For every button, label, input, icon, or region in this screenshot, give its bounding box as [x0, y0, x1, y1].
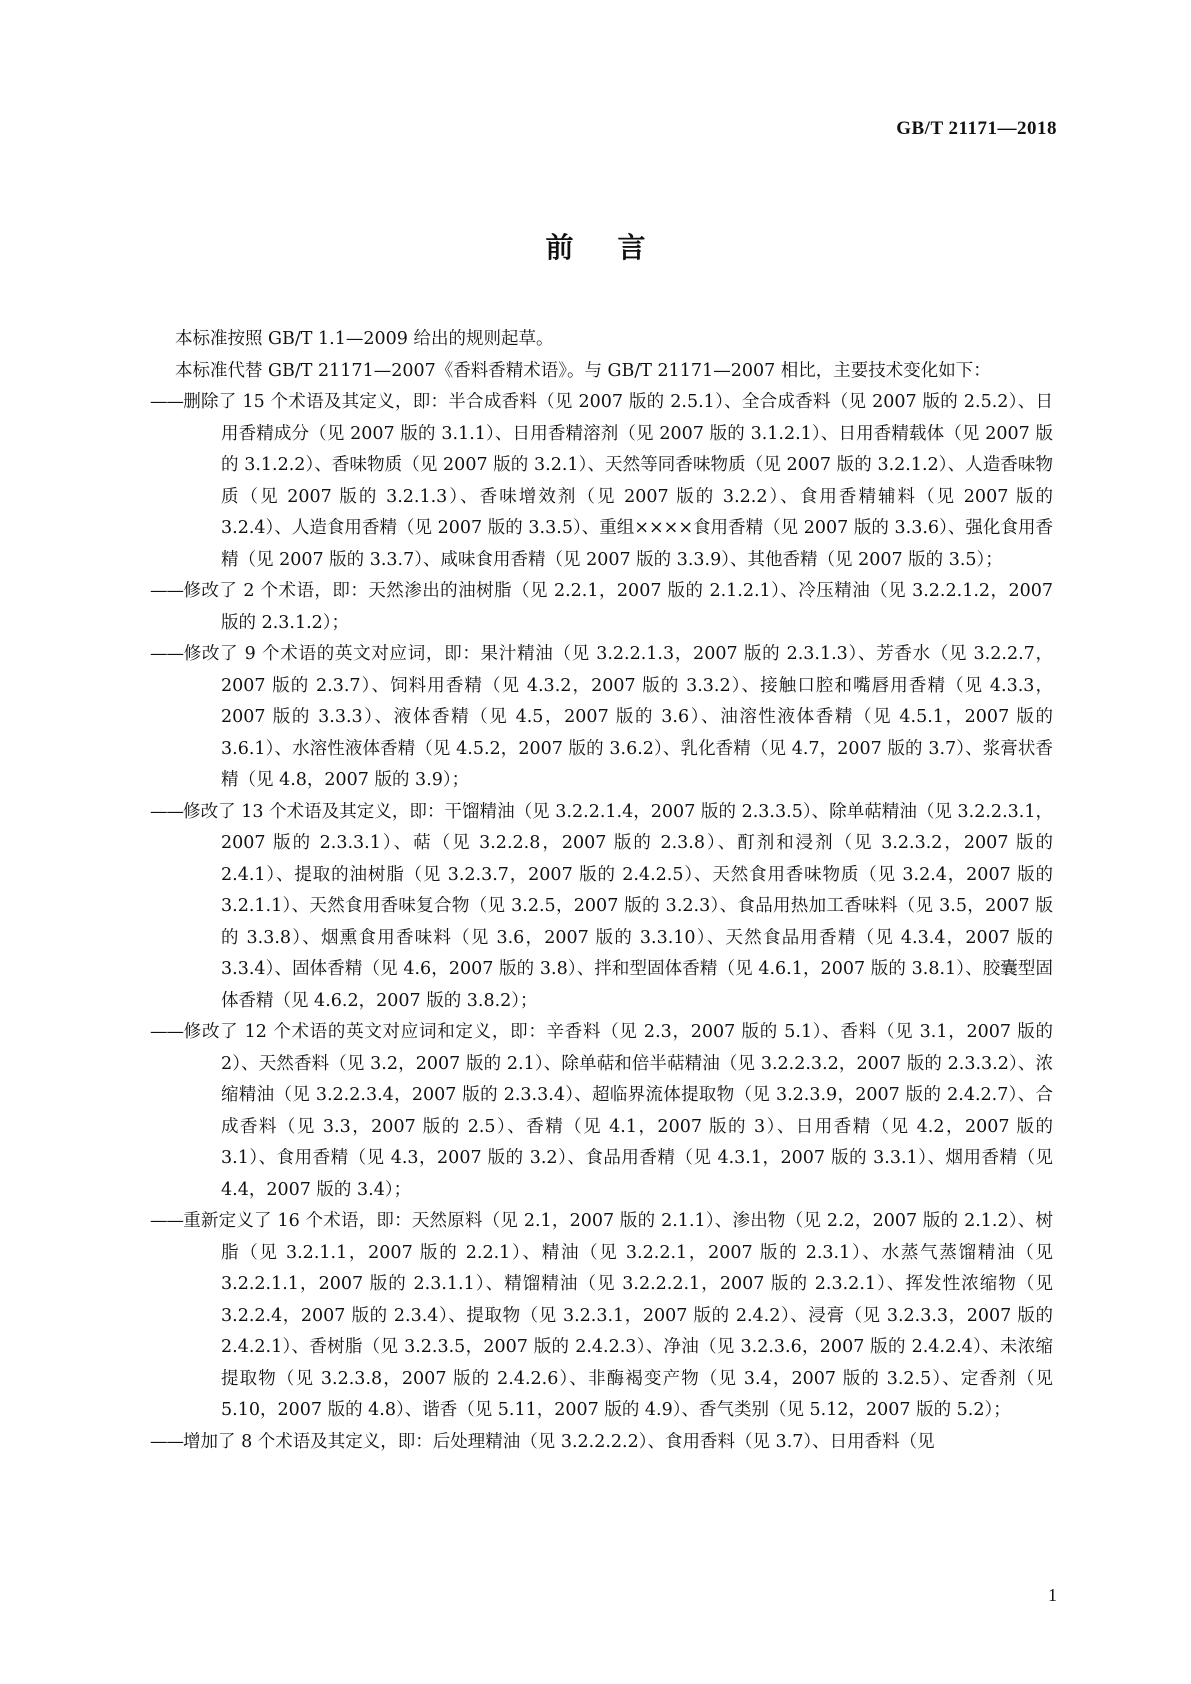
dash-marker: ——: [150, 1022, 183, 1042]
dash-marker: ——: [150, 644, 183, 664]
list-item: [140, 1427, 1053, 1459]
list-item: [140, 576, 1053, 639]
list-item-text: 删除了 15 个术语及其定义，即：半合成香料（见 2007 版的 2.5.1）、全合成香料（见 2007 版的 2.5.2）、日用香精成分（见 2007 版的 3.1.1）、日用香精溶剂（见 2007 版的 3.1.2.1）、日用香精载体（见 2007 版的 3.1.2.2）、香味物质（见 2007 版的 3.2.1）、天然等同香味物质（见 2007 版的 3.2.1.2）、人造香味物质（见 2007 版的 3.2.1.3）、香味增效剂（见 2007 版的 3.2.2）、食用香精辅料（见 2007 版的 3.2.4）、人造食用香精（见 2007 版的 3.3.5）、重组××××食用香精（见 2007 版的 3.3.6）、强化食用香精（见 2007 版的 3.3.7）、咸味食用香精（见 2007 版的 3.3.9）、其他香精（见 2007 版的 3.5）；: [183, 392, 1053, 570]
list-item-text: 修改了 2 个术语，即：天然渗出的油树脂（见 2.2.1，2007 版的 2.1.2.1）、冷压精油（见 3.2.2.1.2，2007 版的 2.3.1.2）；: [183, 581, 1053, 633]
list-item: [140, 1206, 1053, 1427]
list-item-text: 修改了 9 个术语的英文对应词，即：果汁精油（见 3.2.2.1.3，2007 版的 2.3.1.3）、芳香水（见 3.2.2.7，2007 版的 2.3.7）、饲料用香精（见 4.3.2，2007 版的 3.3.2）、接触口腔和嘴唇用香精（见 4.3.3，2007 版的 3.3.3）、液体香精（见 4.5，2007 版的 3.6）、油溶性液体香精（见 4.5.1，2007 版的 3.6.1）、水溶性液体香精（见 4.5.2，2007 版的 3.6.2）、乳化香精（见 4.7，2007 版的 3.7）、浆膏状香精（见 4.8，2007 版的 3.9）；: [183, 644, 1053, 790]
list-item-text: 重新定义了 16 个术语，即：天然原料（见 2.1，2007 版的 2.1.1）、渗出物（见 2.2，2007 版的 2.1.2）、树脂（见 3.2.1.1，2007 版的 2.2.1）、精油（见 3.2.2.1，2007 版的 2.3.1）、水蒸气蒸馏精油（见 3.2.2.1.1，2007 版的 2.3.1.1）、精馏精油（见 3.2.2.2.1，2007 版的 2.3.2.1）、挥发性浓缩物（见 3.2.2.4，2007 版的 2.3.4）、提取物（见 3.2.3.1，2007 版的 2.4.2）、浸膏（见 3.2.3.3，2007 版的 2.4.2.1）、香树脂（见 3.2.3.5，2007 版的 2.4.2.3）、净油（见 3.2.3.6，2007 版的 2.4.2.4）、未浓缩提取物（见 3.2.3.8，2007 版的 2.4.2.6）、非酶褐变产物（见 3.4，2007 版的 3.2.5）、定香剂（见 5.10，2007 版的 4.8）、谐香（见 5.11，2007 版的 4.9）、香气类别（见 5.12，2007 版的 5.2）；: [183, 1211, 1053, 1420]
dash-marker: ——: [150, 392, 183, 412]
list-item-text: 修改了 13 个术语及其定义，即：干馏精油（见 3.2.2.1.4，2007 版的 2.3.3.5）、除单萜精油（见 3.2.2.3.1，2007 版的 2.3.3.1）、萜（见 3.2.2.8，2007 版的 2.3.8）、酊剂和浸剂（见 3.2.3.2，2007 版的 2.4.1）、提取的油树脂（见 3.2.3.7，2007 版的 2.4.2.5）、天然食用香味物质（见 3.2.4，2007 版的 3.2.1.1）、天然食用香味复合物（见 3.2.5，2007 版的 3.2.3）、食品用热加工香味料（见 3.5，2007 版的 3.3.8）、烟熏食用香味料（见 3.6，2007 版的 3.3.10）、天然食品用香精（见 4.3.4，2007 版的 3.3.4）、固体香精（见 4.6，2007 版的 3.8）、拌和型固体香精（见 4.6.1，2007 版的 3.8.1）、胶囊型固体香精（见 4.6.2，2007 版的 3.8.2）；: [183, 801, 1053, 1011]
list-item: [140, 387, 1053, 576]
dash-marker: ——: [150, 801, 183, 822]
page-number: 1: [1048, 1585, 1057, 1605]
standard-code: GB/T 21171—2018: [896, 118, 1057, 139]
list-item: [140, 797, 1053, 1018]
dash-marker: ——: [150, 1431, 183, 1452]
dash-marker: ——: [150, 1211, 183, 1231]
paragraph: 本标准代替 GB/T 21171—2007《香料香精术语》。与 GB/T 21171—2007 相比，主要技术变化如下：: [175, 360, 991, 381]
list-item: [140, 639, 1053, 797]
list-item: [140, 1017, 1053, 1206]
dash-marker: ——: [150, 581, 183, 601]
page-title: 前言: [545, 231, 690, 264]
document-body: [140, 324, 1053, 1458]
paragraph: 本标准按照 GB/T 1.1—2009 给出的规则起草。: [175, 329, 554, 349]
list-item-text: 增加了 8 个术语及其定义，即：后处理精油（见 3.2.2.2.2）、食用香料（见 3.7）、日用香料（见: [183, 1431, 935, 1452]
list-item-text: 修改了 12 个术语的英文对应词和定义，即：辛香料（见 2.3，2007 版的 5.1）、香料（见 3.1，2007 版的 2）、天然香料（见 3.2，2007 版的 2.1）、除单萜和倍半萜精油（见 3.2.2.3.2，2007 版的 2.3.3.2）、浓缩精油（见 3.2.2.3.4，2007 版的 2.3.3.4）、超临界流体提取物（见 3.2.3.9，2007 版的 2.4.2.7）、合成香料（见 3.3，2007 版的 2.5）、香精（见 4.1，2007 版的 3）、日用香精（见 4.2，2007 版的 3.1）、食用香精（见 4.3，2007 版的 3.2）、食品用香精（见 4.3.1，2007 版的 3.3.1）、烟用香精（见 4.4，2007 版的 3.4）；: [183, 1022, 1053, 1200]
